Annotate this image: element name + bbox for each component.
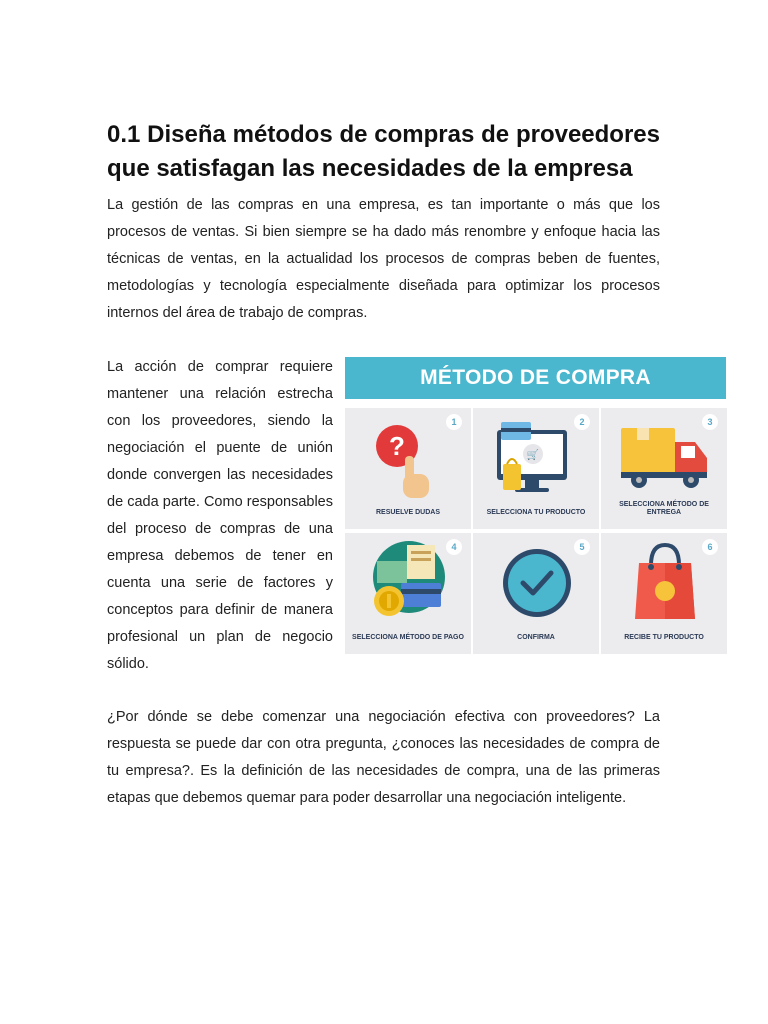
- step-label: SELECCIONA TU PRODUCTO: [486, 509, 586, 516]
- text-with-figure: [107, 354, 713, 704]
- step-label: SELECCIONA MÉTODO DE ENTREGA: [619, 501, 709, 516]
- step-number: 4: [446, 539, 462, 555]
- step-label: SELECCIONA MÉTODO DE PAGO: [352, 634, 464, 641]
- paragraph-intro: La gestión de las compras en una empresa, es tan importante o más que los procesos de ventas. Si bien siempre se ha dado más renombre y enfoque hacia las técnicas de ventas, en la actualidad los procesos de compras beben de fuentes, metodologías y tecnología especialmente diseñada para optimizar los procesos internos del área de trabajo de compras.: [107, 197, 660, 321]
- step-tile-4: [345, 533, 471, 654]
- step-tile-6: [601, 533, 727, 654]
- step-tile-1: [345, 408, 471, 529]
- step-number: 6: [702, 539, 718, 555]
- document-page: [107, 118, 713, 812]
- step-tile-5: [473, 533, 599, 654]
- step-label: RESUELVE DUDAS: [375, 509, 441, 516]
- step-label: CONFIRMA: [517, 634, 555, 641]
- paragraph-negotiation: ¿Por dónde se debe comenzar una negociación efectiva con proveedores? La respuesta se puede dar con otra pregunta, ¿conoces las necesidades de compra de tu empresa?. Es la definición de las necesidades de compra, una de las primeras etapas que debemos quemar para poder desarrollar una negociación inteligente.: [107, 709, 660, 806]
- infographic-title: MÉTODO DE COMPRA: [345, 357, 726, 399]
- paragraph-relationship: La acción de comprar requiere mantener una relación estrecha con los proveedores, siendo la negociación el puente de unión donde convergen las necesidades de cada parte. Como responsables del proceso de compras de una empresa debemos de tener en cuenta una serie de factores y conceptos para definir de manera profesional un plan de negocio sólido.: [107, 359, 333, 672]
- svg-text:🛒: 🛒: [526, 450, 540, 461]
- step-number: 3: [702, 414, 718, 430]
- purchase-method-infographic: [345, 357, 726, 655]
- step-tile-2: [473, 408, 599, 529]
- step-number: 1: [446, 414, 462, 430]
- step-label: RECIBE TU PRODUCTO: [624, 634, 704, 641]
- step-tile-3: [601, 408, 727, 529]
- step-number: 5: [574, 539, 590, 555]
- step-number: 2: [574, 414, 590, 430]
- svg-text:?: ?: [389, 431, 405, 461]
- section-heading: 0.1 Diseña métodos de compras de proveedores que satisfagan las necesidades de la empresa: [107, 121, 660, 182]
